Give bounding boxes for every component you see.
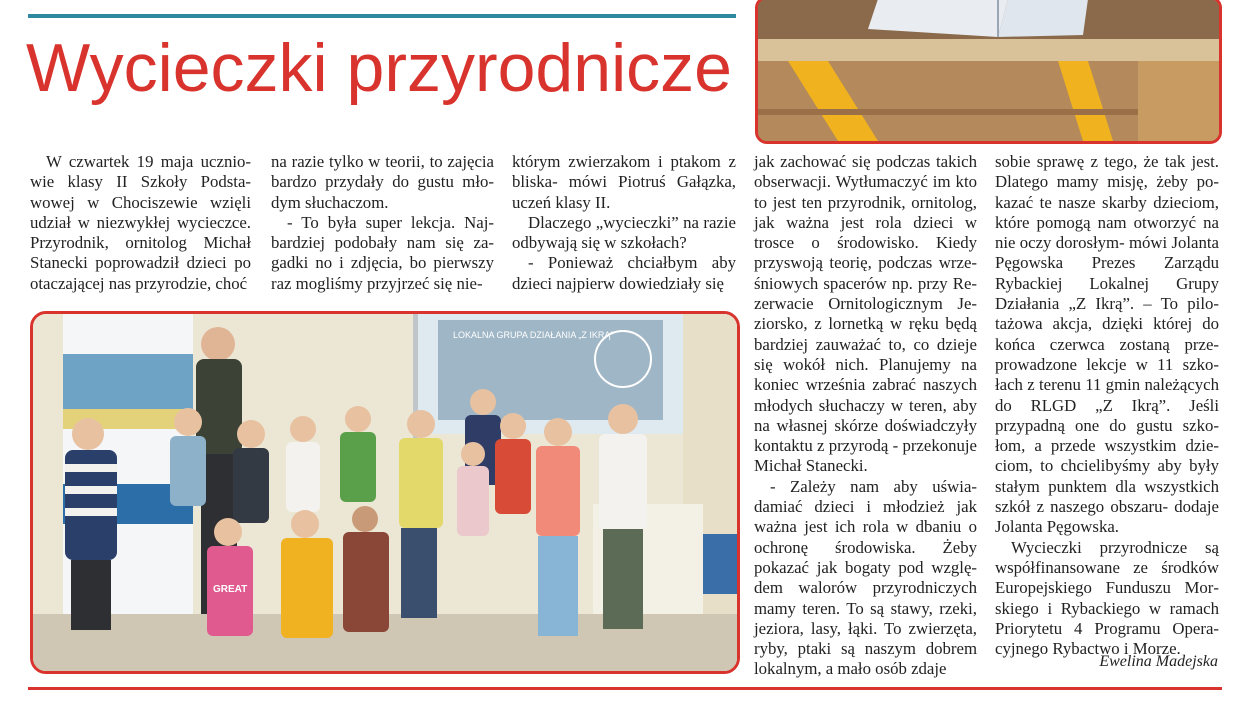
text-column-2 (271, 152, 494, 294)
photo-class-group (30, 311, 740, 674)
text-column-4 (754, 152, 977, 680)
paragraph: Dlaczego „wycieczki” na razie odbywają się w szkołach? (512, 212, 736, 253)
paragraph: na razie tylko w teorii, to zajęcia bardzo przydały do gustu młodym słuchaczom. (271, 152, 494, 212)
paragraph: - Ponieważ chciałbym aby dzieci najpierw dowiedziały się (512, 253, 736, 293)
text-column-1 (30, 152, 251, 294)
paragraph: - Zależy nam aby uświadamiać dzieci i młodzież jak ważna jest ich rola w dbaniu o ochronę środowiska. Żeby pokazać jak bogaty pod względem walorów przyrodniczych mamy teren. To są stawy, rzeki, jeziora, lasy, łąki. To zwierzęta, ryby, ptaki są naszym dobrem lokalnym, a mało osób zdaje (754, 476, 977, 679)
text-column-5 (995, 152, 1219, 659)
top-rule (28, 14, 736, 18)
shirt-text: GREAT (213, 584, 248, 595)
screen-title: LOKALNA GRUPA DZIAŁANIA „Z IKRĄ” (453, 330, 614, 340)
photo-desk-book (755, 0, 1222, 144)
bottom-rule (28, 687, 1222, 690)
paragraph: jak zachować się podczas takich obserwacji. Wytłumaczyć im kto to jest ten przyrodnik, ornitolog, jak ważna jest rola dzieci w trosce o środowisko. Kiedy przyswoją teorię, podczas wrześniowych spacerów np. przy Rezerwacie Ornitologicznym Jeziorsko, z lornetką w ręku będą bardziej zauważać to, co dzieje się wokół nich. Planujemy na koniec września zabrać naszych młodych słuchaczy w teren, aby na własnej skórze doświadczyły kontaktu z przyrodą - przekonuje Michał Stanecki. (754, 152, 977, 476)
paragraph: sobie sprawę z tego, że tak jest. Dlatego mamy misję, żeby pokazać te nasze skarby dzieciom, które pomogą nam otworzyć na nie oczy dorosłym- mówi Jolanta Pęgowska Prezes Zarządu Rybackiej Lokalnej Grupy Działania „Z Ikrą”. – To pilotażowa akcja, dzięki której do końca czerwca zostaną przeprowadzone lekcje w 11 szkołach z terenu 11 gmin należących do RLGD „Z Ikrą”. Jeśli przypadną one do gustu szkołom, a przede wszystkim dzieciom, to chcielibyśmy aby były stałym punktem dla wszystkich szkół z naszego obszaru- dodaje Jolanta Pęgowska. (995, 152, 1219, 537)
text-column-3 (512, 152, 736, 294)
author-byline: Ewelina Madejska (1099, 653, 1218, 670)
paragraph: W czwartek 19 maja uczniowie klasy II Szkoły Podstawowej w Chociszewie wzięli udział w niezwykłej wycieczce. Przyrodnik, ornitolog Michał Stanecki poprowadził dzieci po otaczającej nas przyrodzie, choć (30, 152, 251, 293)
article-headline: Wycieczki przyrodnicze (26, 30, 732, 106)
paragraph: Wycieczki przyrodnicze są współfinansowane ze środków Europejskiego Funduszu Morskiego i Rybackiego w ramach Priorytetu 4 Programu Operacyjnego Rybactwo i Morze. (995, 537, 1219, 659)
paragraph: - To była super lekcja. Najbardziej podobały nam się zagadki no i zdjęcia, bo pierwszy raz mogliśmy przyjrzeć się nie- (271, 212, 494, 293)
paragraph: którym zwierzakom i ptakom z bliska- mówi Piotruś Gałązka, uczeń klasy II. (512, 152, 736, 212)
